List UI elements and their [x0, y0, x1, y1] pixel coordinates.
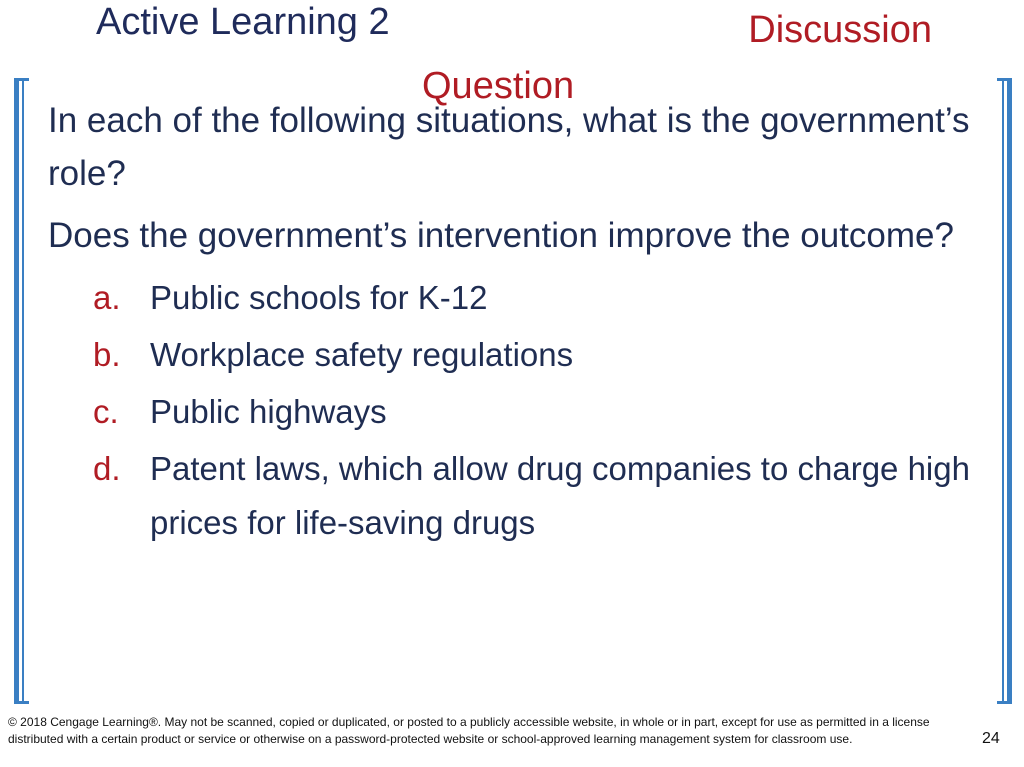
list-item-text: Public schools for K-12	[150, 279, 488, 316]
list-marker: b.	[93, 336, 121, 373]
slide-body	[48, 94, 988, 553]
slide-title: Active Learning 2	[96, 1, 390, 43]
list-item	[48, 328, 988, 382]
list-item	[48, 442, 988, 550]
copyright-footer: © 2018 Cengage Learning®. May not be scanned, copied or duplicated, or posted to a publicly accessible website, in whole or in part, except for use as permitted in a license distributed with a certain product or service or otherwise on a password-protected website or school-approved learning management system for classroom use.	[8, 715, 930, 746]
right-bracket-decoration	[997, 78, 1012, 704]
list-item-text: Public highways	[150, 393, 387, 430]
question-paragraph-1: In each of the following situations, what is the government’s role?	[48, 101, 970, 193]
list-marker: a.	[93, 279, 121, 316]
title-accent-line1: Discussion	[748, 9, 932, 51]
list-item-text: Workplace safety regulations	[150, 336, 574, 373]
page-number: 24	[982, 730, 1000, 747]
situation-list	[48, 271, 988, 550]
list-marker: d.	[93, 450, 121, 487]
title-accent-line2: Question	[422, 65, 575, 107]
question-paragraph-2: Does the government’s intervention improve the outcome?	[48, 216, 954, 255]
list-item	[48, 385, 988, 439]
list-marker: c.	[93, 393, 119, 430]
left-bracket-decoration	[14, 78, 29, 704]
list-item-text: Patent laws, which allow drug companies to charge high prices for life-saving drugs	[150, 450, 970, 541]
list-item	[48, 271, 988, 325]
